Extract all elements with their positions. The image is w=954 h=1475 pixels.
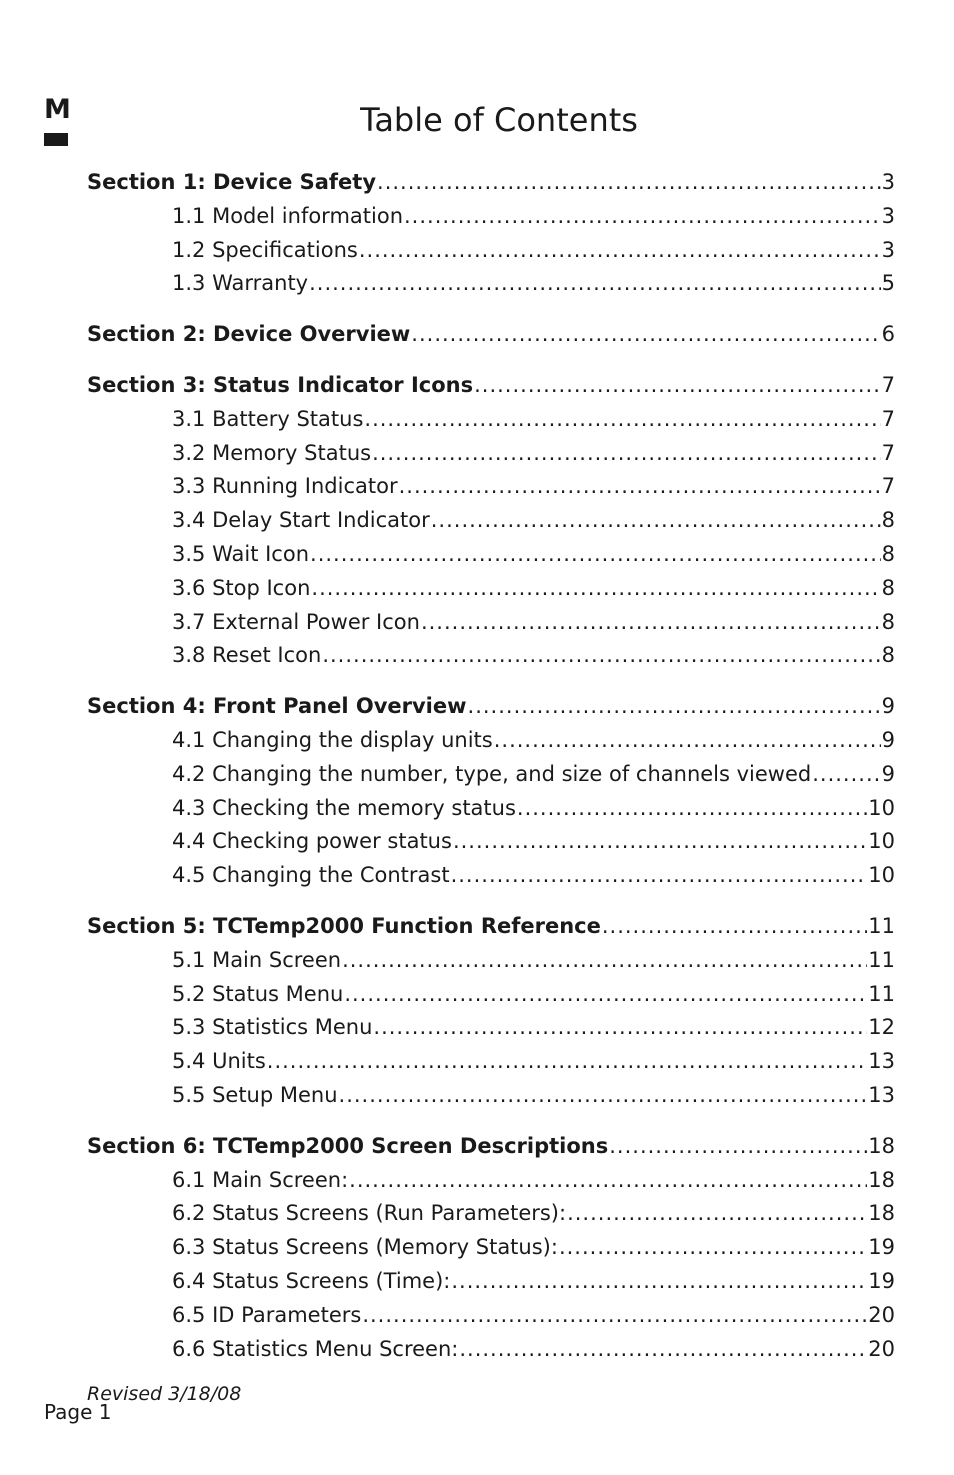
toc-subsection-entry[interactable] bbox=[87, 470, 895, 504]
revision-date: Revised 3/18/08 bbox=[87, 1383, 242, 1405]
dot-leader bbox=[459, 1333, 867, 1367]
toc-entry-page: 10 bbox=[868, 829, 895, 854]
toc-entry-page: 11 bbox=[868, 913, 895, 938]
dot-leader bbox=[359, 234, 881, 268]
toc-entry-page: 8 bbox=[881, 643, 895, 668]
dot-leader bbox=[404, 200, 881, 234]
toc-entry-page: 8 bbox=[881, 575, 895, 600]
dot-leader bbox=[451, 859, 868, 893]
toc-entry-label: 5.5 Setup Menu bbox=[172, 1082, 338, 1107]
toc-subsection-entry[interactable] bbox=[87, 944, 895, 978]
toc-entry-label: 6.2 Status Screens (Run Parameters): bbox=[172, 1201, 567, 1226]
toc-entry-label: 5.4 Units bbox=[172, 1049, 266, 1074]
toc-entry-page: 10 bbox=[868, 795, 895, 820]
dot-leader bbox=[494, 724, 881, 758]
toc-entry-page: 11 bbox=[868, 947, 895, 972]
dot-leader bbox=[267, 1045, 868, 1079]
dot-leader bbox=[567, 1197, 867, 1231]
toc-entry-label: 3.8 Reset Icon bbox=[172, 643, 322, 668]
toc-section-entry[interactable] bbox=[87, 910, 895, 944]
toc-section-group bbox=[87, 166, 895, 301]
toc-entry-page: 19 bbox=[868, 1235, 895, 1260]
toc-entry-page: 7 bbox=[881, 372, 895, 397]
toc-subsection-entry[interactable] bbox=[87, 639, 895, 673]
toc-entry-page: 8 bbox=[881, 541, 895, 566]
dot-leader bbox=[339, 1079, 868, 1113]
toc-subsection-entry[interactable] bbox=[87, 1197, 895, 1231]
dot-leader bbox=[451, 1265, 867, 1299]
toc-entry-label: 4.4 Checking power status bbox=[172, 829, 452, 854]
dot-leader bbox=[602, 910, 867, 944]
toc-entry-page: 3 bbox=[881, 237, 895, 262]
toc-entry-label: 1.1 Model information bbox=[172, 203, 403, 228]
toc-subsection-entry[interactable] bbox=[87, 504, 895, 538]
toc-subsection-entry[interactable] bbox=[87, 1079, 895, 1113]
toc-entry-label: 3.1 Battery Status bbox=[172, 406, 364, 431]
dot-leader bbox=[349, 1164, 867, 1198]
toc-section-group bbox=[87, 318, 895, 352]
toc-entry-label: 3.6 Stop Icon bbox=[172, 575, 311, 600]
dot-leader bbox=[364, 403, 880, 437]
toc-entry-page: 8 bbox=[881, 609, 895, 634]
toc-subsection-entry[interactable] bbox=[87, 538, 895, 572]
toc-entry-page: 10 bbox=[868, 863, 895, 888]
toc-subsection-entry[interactable] bbox=[87, 1333, 895, 1367]
toc-subsection-entry[interactable] bbox=[87, 572, 895, 606]
toc-subsection-entry[interactable] bbox=[87, 724, 895, 758]
dot-leader bbox=[309, 267, 881, 301]
toc-entry-label: 4.2 Changing the number, type, and size of channels viewed bbox=[172, 761, 812, 786]
dot-leader bbox=[362, 1299, 867, 1333]
toc-entry-page: 8 bbox=[881, 508, 895, 533]
dot-leader bbox=[421, 606, 881, 640]
toc-entry-label: 6.4 Status Screens (Time): bbox=[172, 1268, 451, 1293]
toc-entry-label: 3.7 External Power Icon bbox=[172, 609, 420, 634]
toc-entry-label: 4.1 Changing the display units bbox=[172, 727, 493, 752]
toc-entry-label: 5.2 Status Menu bbox=[172, 981, 344, 1006]
toc-entry-page: 19 bbox=[868, 1268, 895, 1293]
toc-section-group bbox=[87, 1130, 895, 1367]
toc-subsection-entry[interactable] bbox=[87, 1299, 895, 1333]
dot-leader bbox=[517, 792, 867, 826]
toc-entry-page: 7 bbox=[881, 406, 895, 431]
toc-section-entry[interactable] bbox=[87, 690, 895, 724]
toc-subsection-entry[interactable] bbox=[87, 403, 895, 437]
toc-subsection-entry[interactable] bbox=[87, 978, 895, 1012]
toc-entry-label: 6.3 Status Screens (Memory Status): bbox=[172, 1235, 558, 1260]
toc-entry-page: 3 bbox=[881, 170, 895, 194]
toc-entry-page: 9 bbox=[881, 694, 895, 719]
toc-entry-label: 4.3 Checking the memory status bbox=[172, 795, 516, 820]
dot-leader bbox=[344, 978, 867, 1012]
toc-entry-label: 3.3 Running Indicator bbox=[172, 474, 398, 499]
page-number: Page 1 bbox=[44, 1400, 112, 1424]
toc-entry-page: 6 bbox=[881, 322, 895, 347]
dot-leader bbox=[812, 758, 880, 792]
dot-leader bbox=[431, 504, 881, 538]
dot-leader bbox=[474, 369, 881, 403]
toc-section-entry[interactable] bbox=[87, 1130, 895, 1164]
toc-entry-label: 3.4 Delay Start Indicator bbox=[172, 508, 430, 533]
dot-leader bbox=[609, 1130, 867, 1164]
dot-leader bbox=[310, 538, 881, 572]
toc-entry-label: 1.2 Specifications bbox=[172, 237, 358, 262]
toc-entry-page: 12 bbox=[868, 1015, 895, 1040]
toc-subsection-entry[interactable] bbox=[87, 1231, 895, 1265]
toc-entry-label: 5.3 Statistics Menu bbox=[172, 1015, 373, 1040]
toc-section-entry[interactable] bbox=[87, 369, 895, 403]
toc-section-entry[interactable] bbox=[87, 318, 895, 352]
toc-subsection-entry[interactable] bbox=[87, 267, 895, 301]
toc-entry-label: Section 1: Device Safety bbox=[87, 170, 377, 194]
toc-subsection-entry[interactable] bbox=[87, 1265, 895, 1299]
dot-leader bbox=[373, 1011, 867, 1045]
toc-entry-label: 6.6 Statistics Menu Screen: bbox=[172, 1336, 459, 1361]
toc-subsection-entry[interactable] bbox=[87, 859, 895, 893]
toc-entry-page: 20 bbox=[868, 1336, 895, 1361]
toc-entry-page: 7 bbox=[881, 474, 895, 499]
toc-entry-page: 13 bbox=[868, 1082, 895, 1107]
toc-entry-label: Section 3: Status Indicator Icons bbox=[87, 372, 474, 397]
toc-subsection-entry[interactable] bbox=[87, 825, 895, 859]
toc-entry-page: 11 bbox=[868, 981, 895, 1006]
toc-entry-page: 7 bbox=[881, 440, 895, 465]
dot-leader bbox=[559, 1231, 867, 1265]
dot-leader bbox=[399, 470, 881, 504]
toc-entry-label: 6.5 ID Parameters bbox=[172, 1302, 362, 1327]
toc-entry-label: Section 5: TCTemp2000 Function Reference bbox=[87, 913, 601, 938]
toc-section-group bbox=[87, 690, 895, 893]
toc-subsection-entry[interactable] bbox=[87, 606, 895, 640]
toc-entry-label: 5.1 Main Screen bbox=[172, 947, 342, 972]
dot-leader bbox=[377, 166, 881, 200]
toc-entry-page: 18 bbox=[868, 1201, 895, 1226]
toc-subsection-entry[interactable] bbox=[87, 234, 895, 268]
toc-subsection-entry[interactable] bbox=[87, 1045, 895, 1079]
toc-entry-label: Section 2: Device Overview bbox=[87, 322, 411, 347]
toc-entry-label: 3.2 Memory Status bbox=[172, 440, 372, 465]
toc-entry-label: 4.5 Changing the Contrast bbox=[172, 863, 450, 888]
toc-section-group bbox=[87, 910, 895, 1113]
dot-leader bbox=[411, 318, 880, 352]
dot-leader bbox=[311, 572, 880, 606]
brand-logo-letter: M bbox=[44, 94, 70, 125]
toc-entry-page: 13 bbox=[868, 1049, 895, 1074]
dot-leader bbox=[342, 944, 867, 978]
toc-subsection-entry[interactable] bbox=[87, 437, 895, 471]
dot-leader bbox=[468, 690, 881, 724]
toc-entry-page: 18 bbox=[868, 1133, 895, 1158]
toc-entry-label: 1.3 Warranty bbox=[172, 271, 309, 296]
table-of-contents bbox=[87, 166, 895, 1383]
dot-leader bbox=[372, 437, 881, 471]
toc-entry-label: Section 6: TCTemp2000 Screen Descriptions bbox=[87, 1133, 609, 1158]
toc-entry-page: 20 bbox=[868, 1302, 895, 1327]
toc-entry-page: 18 bbox=[868, 1167, 895, 1192]
toc-subsection-entry[interactable] bbox=[87, 1164, 895, 1198]
toc-entry-page: 9 bbox=[881, 761, 895, 786]
toc-entry-label: 3.5 Wait Icon bbox=[172, 541, 310, 566]
toc-entry-label: Section 4: Front Panel Overview bbox=[87, 694, 467, 719]
toc-entry-label: 6.1 Main Screen: bbox=[172, 1167, 349, 1192]
toc-entry-page: 5 bbox=[881, 271, 895, 296]
page-title: Table of Contents bbox=[360, 101, 638, 140]
toc-entry-page: 3 bbox=[881, 203, 895, 228]
toc-section-entry[interactable] bbox=[87, 166, 895, 200]
toc-subsection-entry[interactable] bbox=[87, 200, 895, 234]
toc-subsection-entry[interactable] bbox=[87, 758, 895, 792]
toc-entry-page: 9 bbox=[881, 727, 895, 752]
toc-section-group bbox=[87, 369, 895, 673]
toc-subsection-entry[interactable] bbox=[87, 792, 895, 826]
dot-leader bbox=[322, 639, 880, 673]
dot-leader bbox=[453, 825, 867, 859]
toc-subsection-entry[interactable] bbox=[87, 1011, 895, 1045]
